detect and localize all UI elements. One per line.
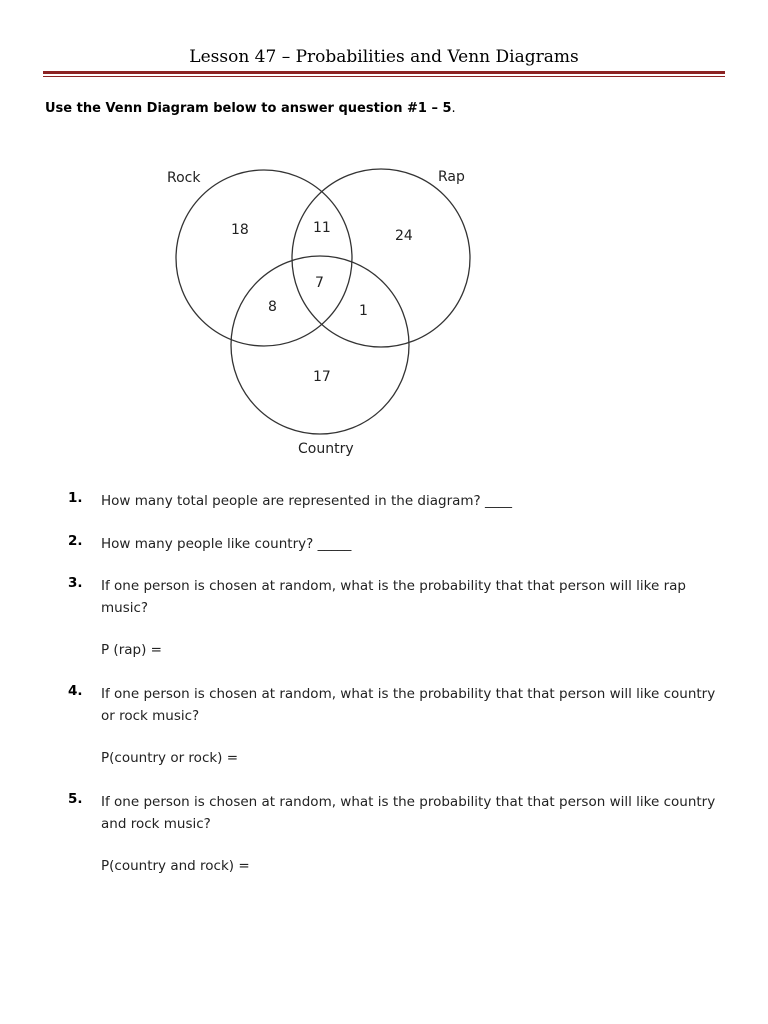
rock-circle: [176, 170, 352, 346]
page-title: Lesson 47 – Probabilities and Venn Diagrams: [189, 47, 579, 67]
region-country-only: 17: [313, 369, 331, 385]
region-all-three: 7: [315, 275, 324, 291]
region-rock-rap: 11: [313, 220, 331, 236]
instruction-period: .: [451, 101, 456, 116]
question-text: If one person is chosen at random, what is the probability that that person will like country or rock music?: [101, 686, 716, 724]
question-number: 3.: [68, 575, 83, 591]
probability-formula: P (rap) =: [101, 642, 162, 658]
region-rap-only: 24: [395, 228, 413, 244]
probability-formula: P(country and rock) =: [101, 858, 250, 874]
question-text: How many people like country? _____: [101, 536, 352, 552]
venn-diagram: [0, 0, 768, 480]
question-text: If one person is chosen at random, what is the probability that that person will like country and rock music?: [101, 794, 716, 832]
rap-label: Rap: [438, 169, 465, 185]
probability-formula: P(country or rock) =: [101, 750, 239, 766]
question-text: How many total people are represented in the diagram? ____: [101, 493, 513, 509]
question-text: If one person is chosen at random, what is the probability that that person will like rap music?: [101, 578, 686, 616]
country-label: Country: [298, 441, 354, 457]
question-number: 2.: [68, 533, 83, 549]
question-number: 1.: [68, 490, 83, 506]
instruction-text: Use the Venn Diagram below to answer question #1 – 5: [45, 101, 452, 116]
rock-label: Rock: [167, 170, 201, 186]
region-rap-country: 1: [359, 303, 368, 319]
question-number: 4.: [68, 683, 83, 699]
region-rock-country: 8: [268, 299, 277, 315]
rap-circle: [292, 169, 470, 347]
region-rock-only: 18: [231, 222, 249, 238]
question-number: 5.: [68, 791, 83, 807]
